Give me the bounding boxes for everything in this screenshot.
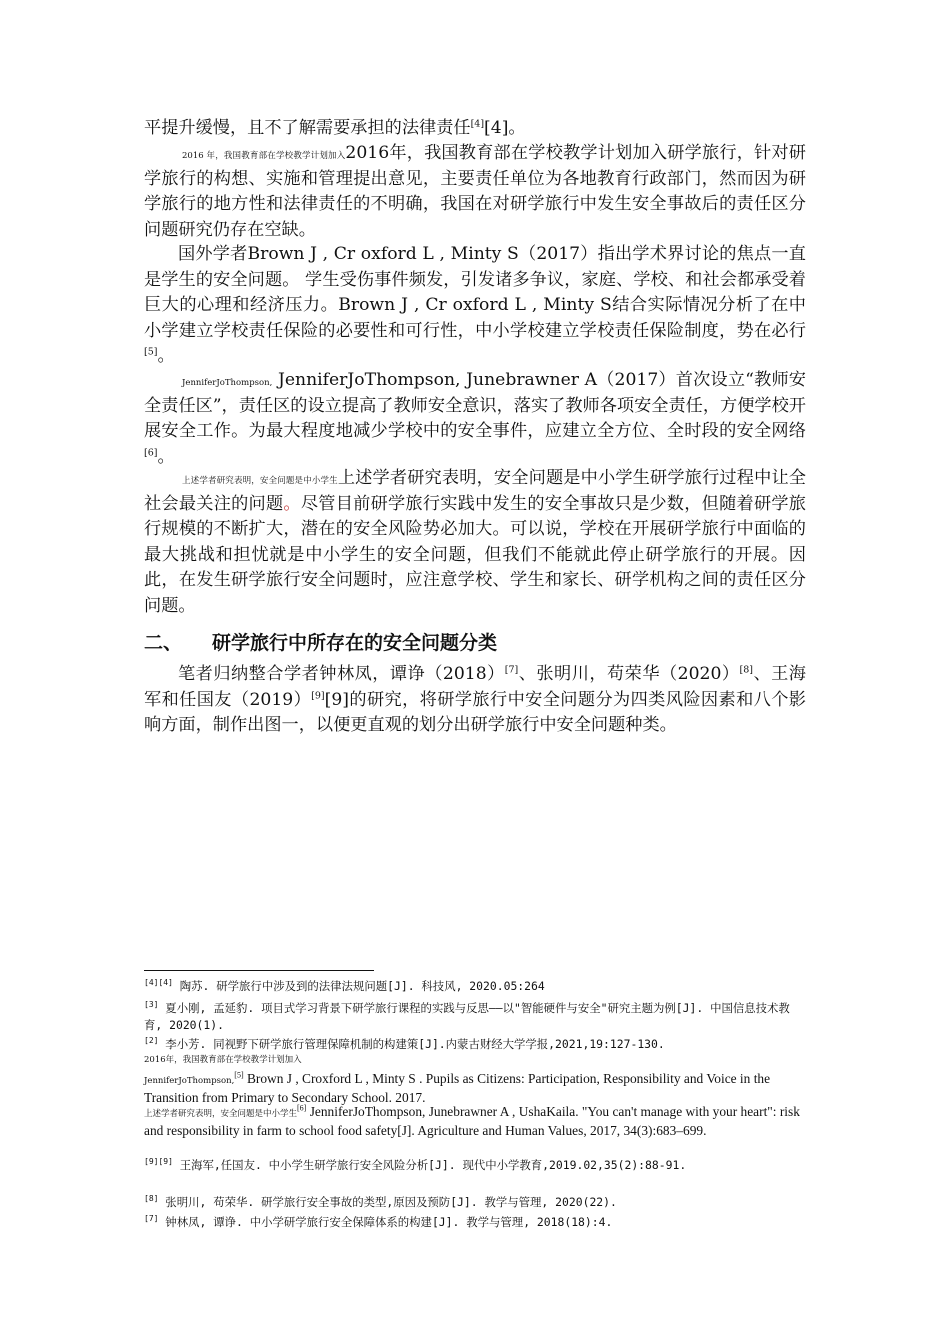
paragraph-section-text-d: [9]的研究，将研学旅行中安全问题分为四类风险因素和八个影响方面，制作出图一，以便更直观的划分出研学旅行中安全问题种类。: [144, 689, 806, 735]
footnote-mark: [7]: [144, 1214, 159, 1224]
footnote-9: [144, 1157, 806, 1174]
footnote-text: Brown J , Croxford L , Minty S . Pupils as Citizens: Participation, Responsibility and Voice in the Transition from Primary to Secondary School. 2017.: [144, 1071, 771, 1105]
footnote-mark: [3]: [144, 1000, 159, 1010]
footnote-5: [144, 1071, 806, 1106]
paragraph-top: [144, 116, 526, 142]
section-heading: [144, 628, 497, 655]
paragraph-summary-text-b: 尽管目前研学旅行实践中发生的安全事故只是少数，但随着研学旅行规模的不断扩大，潜在的安全风险势必加大。可以说，学校在开展研学旅行中面临的最大挑战和担忧就是中小学生的安全问题，但我们不能就此停止研学旅行的开展。因此，在发生研学旅行安全问题时，应注意学校、学生和家长、研学机构之间的责任区分问题。: [144, 493, 806, 616]
footnote-4: [144, 978, 806, 995]
footnote-text: JenniferJoThompson, Junebrawner A , UshaKaila. "You can't manage with your heart": risk and responsibility in farm to school food safety[J]. Agriculture and Human Values, 2017, 34(3):683–699.: [144, 1104, 800, 1138]
footnote-2: [144, 1036, 806, 1053]
footnote-text: 钟林凤, 谭诤. 中小学研学旅行安全保障体系的构建[J]. 教学与管理, 2018(18):4.: [158, 1215, 613, 1229]
paragraph-brown-tail: 。: [157, 346, 175, 366]
paragraph-thompson-tail: 。: [157, 446, 175, 467]
footnote-6: [144, 1104, 806, 1139]
footnote-ref-8[interactable]: [8]: [739, 664, 754, 676]
footnote-comment-mark: 上述学者研究表明，安全问题是中小学生: [144, 1109, 298, 1119]
footnote-mark: [9][9]: [144, 1157, 173, 1167]
footnote-8: [144, 1194, 806, 1211]
footnote-comment-2016: [144, 1052, 806, 1069]
paragraph-summary-text-a: 上述学者研究表明，安全问题是中小学生研学旅行过程中让全社会最关注的问题: [144, 468, 806, 514]
footnote-3: [144, 1000, 806, 1033]
paragraph-top-tail: [4]。: [484, 118, 526, 138]
footnote-ref-7[interactable]: [7]: [504, 664, 519, 676]
paragraph-thompson: [144, 368, 806, 470]
footnote-text: 陶苏. 研学旅行中涉及到的法律法规问题[J]. 科技风, 2020.05:264: [172, 979, 545, 993]
footnote-ref-4[interactable]: [4]: [470, 118, 485, 130]
paragraph-thompson-text: JenniferJoThompson, Junebrawner A（2017）首次设立“教师安全责任区”，责任区的设立提高了教师安全意识，落实了教师各项安全责任，方便学校开展安全工作。为最大程度地减少学校中的安全事件，应建立全方位、全时段的安全网络: [144, 370, 806, 441]
footnote-comment-mark: JenniferJoThompson,: [144, 1076, 235, 1086]
footnote-ref-9[interactable]: [9]: [311, 689, 325, 701]
footnote-mark: [8]: [144, 1194, 159, 1204]
paragraph-2016-text: 2016年，我国教育部在学校教学计划加入研学旅行，针对研学旅行的构想、实施和管理提出意见，主要责任单位为各地教育行政部门，然而因为研学旅行的地方性和法律责任的不明确，我国在对研学旅行中发生安全事故后的责任区分问题研究仍存在空缺。: [144, 143, 806, 240]
footnote-ref-5[interactable]: [5]: [144, 346, 158, 358]
footnote-7: [144, 1214, 806, 1231]
paragraph-2016: [144, 141, 806, 243]
revision-mark: 。: [283, 493, 301, 514]
footnote-mark: [5]: [234, 1070, 244, 1080]
footnote-text: 张明川, 苟荣华. 研学旅行安全事故的类型,原因及预防[J]. 教学与管理, 2020(22).: [158, 1195, 617, 1209]
footnote-mark: [2]: [144, 1036, 159, 1046]
footnote-mark: [6]: [297, 1103, 307, 1113]
paragraph-summary: [144, 466, 806, 619]
footnote-text: 王海军,任国友. 中小学生研学旅行安全风险分析[J]. 现代中小学教育,2019.02,35(2):88-91.: [172, 1158, 687, 1172]
comment-anchor-2016[interactable]: 2016 年，我国教育部在学校教学计划加入: [182, 151, 346, 161]
footnote-text: 2016年，我国教育部在学校教学计划加入: [144, 1055, 302, 1065]
comment-anchor-thompson[interactable]: JenniferJoThompson,: [182, 378, 273, 388]
paragraph-brown-text: 国外学者Brown J , Cr oxford L , Minty S（2017）指出学术界讨论的焦点一直是学生的安全问题。 学生受伤事件频发，引发诸多争议，家庭、学校、和社会都承受着巨大的心理和经济压力。Brown J , Cr oxford L , Minty S结合实际情况分析了在中小学建立学校责任保险的必要性和可行性，中小学校建立学校责任保险制度，势在必行: [144, 244, 806, 341]
comment-anchor-summary[interactable]: 上述学者研究表明，安全问题是中小学生: [182, 476, 338, 486]
footnote-text: 夏小刚, 孟延豹. 项目式学习背景下研学旅行课程的实践与反思——以"智能硬件与安全"研究主题为例[J]. 中国信息技术教育, 2020(1).: [144, 1001, 790, 1032]
paragraph-section-text-b: 、张明川，苟荣华（2020）: [518, 664, 740, 684]
footnote-mark: [4][4]: [144, 978, 173, 988]
section-number: 二、: [144, 632, 183, 654]
paragraph-brown: [144, 242, 806, 370]
footnote-text: 李小芳. 同视野下研学旅行管理保障机制的构建策[J].内蒙古财经大学学报,2021,19:127-130.: [158, 1037, 665, 1051]
footnote-ref-6[interactable]: [6]: [144, 446, 158, 458]
footnote-separator: [144, 970, 374, 971]
paragraph-section-text-c: 、王海军和任国友（2019）: [144, 664, 806, 710]
paragraph-section: [144, 662, 806, 739]
paragraph-section-text-a: 笔者归纳整合学者钟林凤，谭诤（2018）: [178, 664, 505, 684]
paragraph-top-text: 平提升缓慢，且不了解需要承担的法律责任: [144, 118, 471, 138]
section-title: 研学旅行中所存在的安全问题分类: [212, 632, 498, 654]
